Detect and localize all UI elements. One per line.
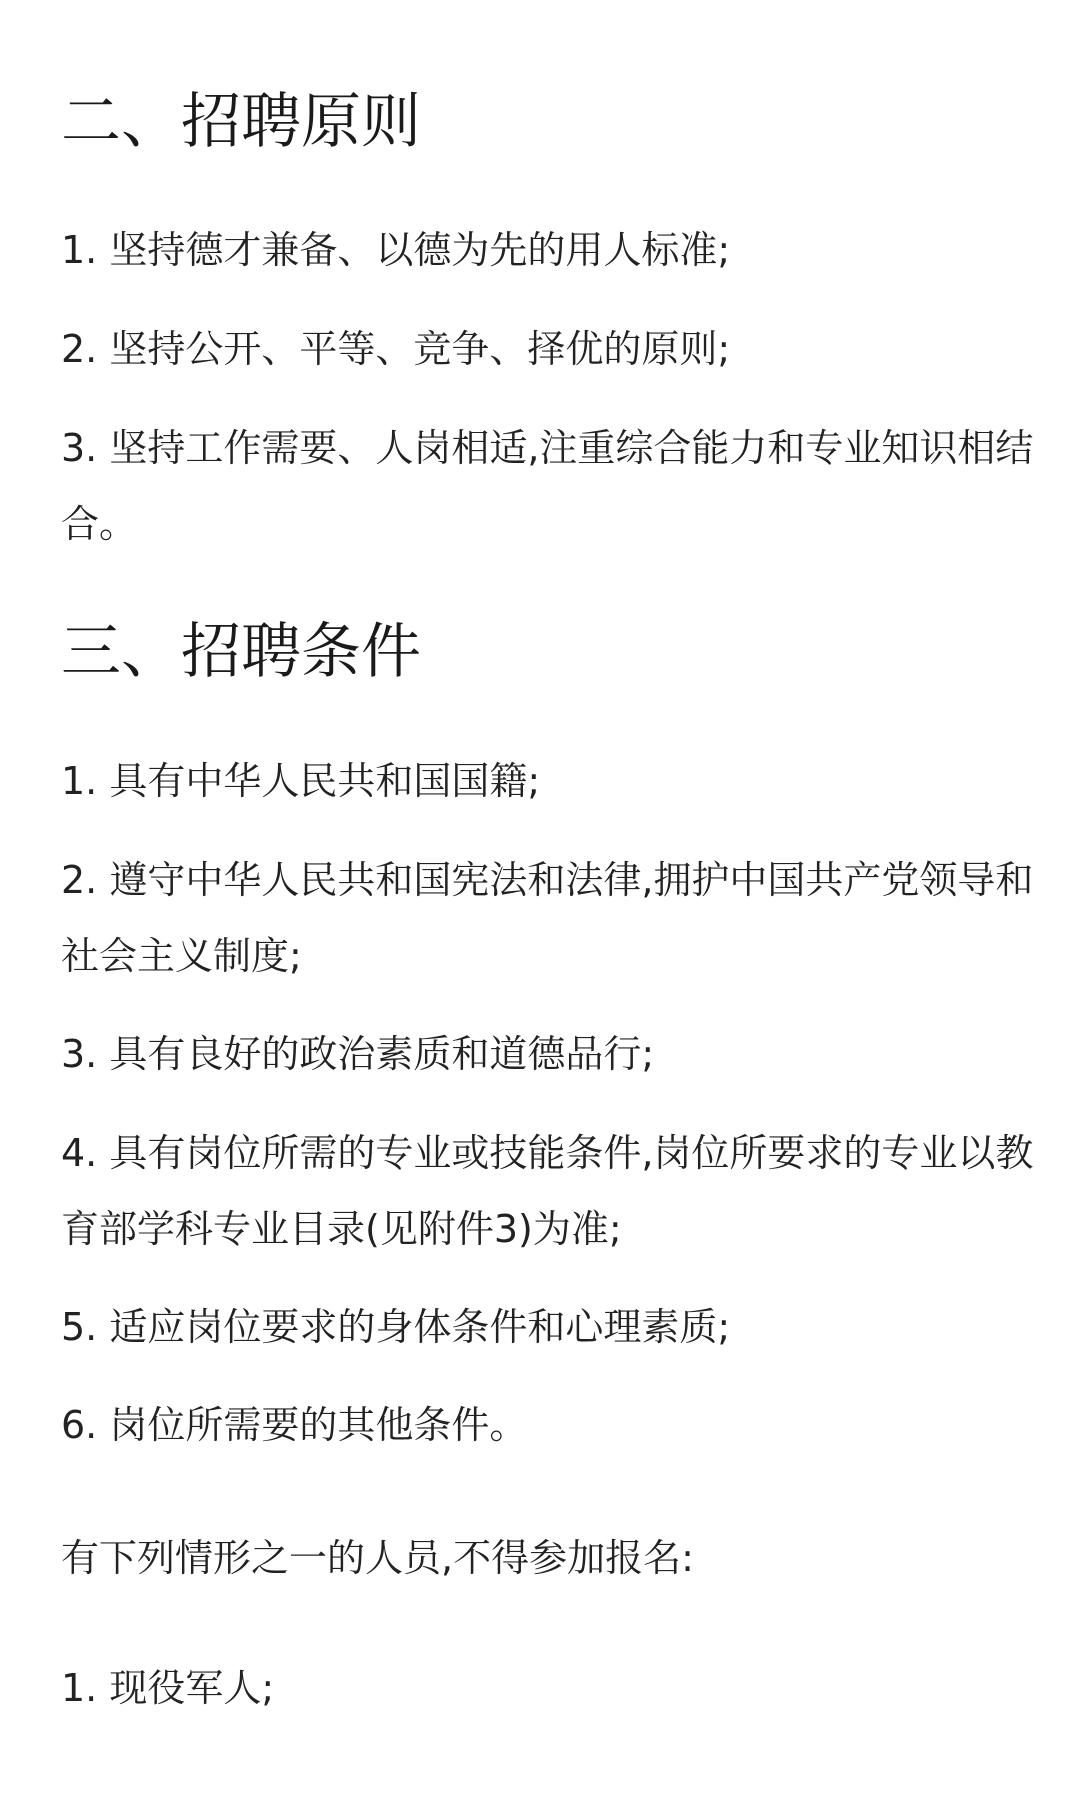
exclusion-intro: 有下列情形之一的人员,不得参加报名: xyxy=(61,1536,694,1580)
principle-item-1: 1. 坚持德才兼备、以德为先的用人标准; xyxy=(61,228,731,272)
principle-item-3: 3. 坚持工作需要、人岗相适,注重综合能力和专业知识相结合。 xyxy=(61,426,1034,546)
exclusion-item-1: 1. 现役军人; xyxy=(61,1666,275,1710)
section-heading-conditions: 三、招聘条件 xyxy=(61,617,421,687)
condition-item-4: 4. 具有岗位所需的专业或技能条件,岗位所要求的专业以教育部学科专业目录(见附件3)为准; xyxy=(61,1131,1034,1251)
principle-item-2: 2. 坚持公开、平等、竞争、择优的原则; xyxy=(61,327,731,371)
section-heading-principles: 二、招聘原则 xyxy=(61,87,421,157)
condition-item-2: 2. 遵守中华人民共和国宪法和法律,拥护中国共产党领导和社会主义制度; xyxy=(61,858,1034,978)
condition-item-3: 3. 具有良好的政治素质和道德品行; xyxy=(61,1032,655,1076)
condition-item-6: 6. 岗位所需要的其他条件。 xyxy=(61,1403,528,1447)
condition-item-5: 5. 适应岗位要求的身体条件和心理素质; xyxy=(61,1305,731,1349)
condition-item-1: 1. 具有中华人民共和国国籍; xyxy=(61,759,541,803)
